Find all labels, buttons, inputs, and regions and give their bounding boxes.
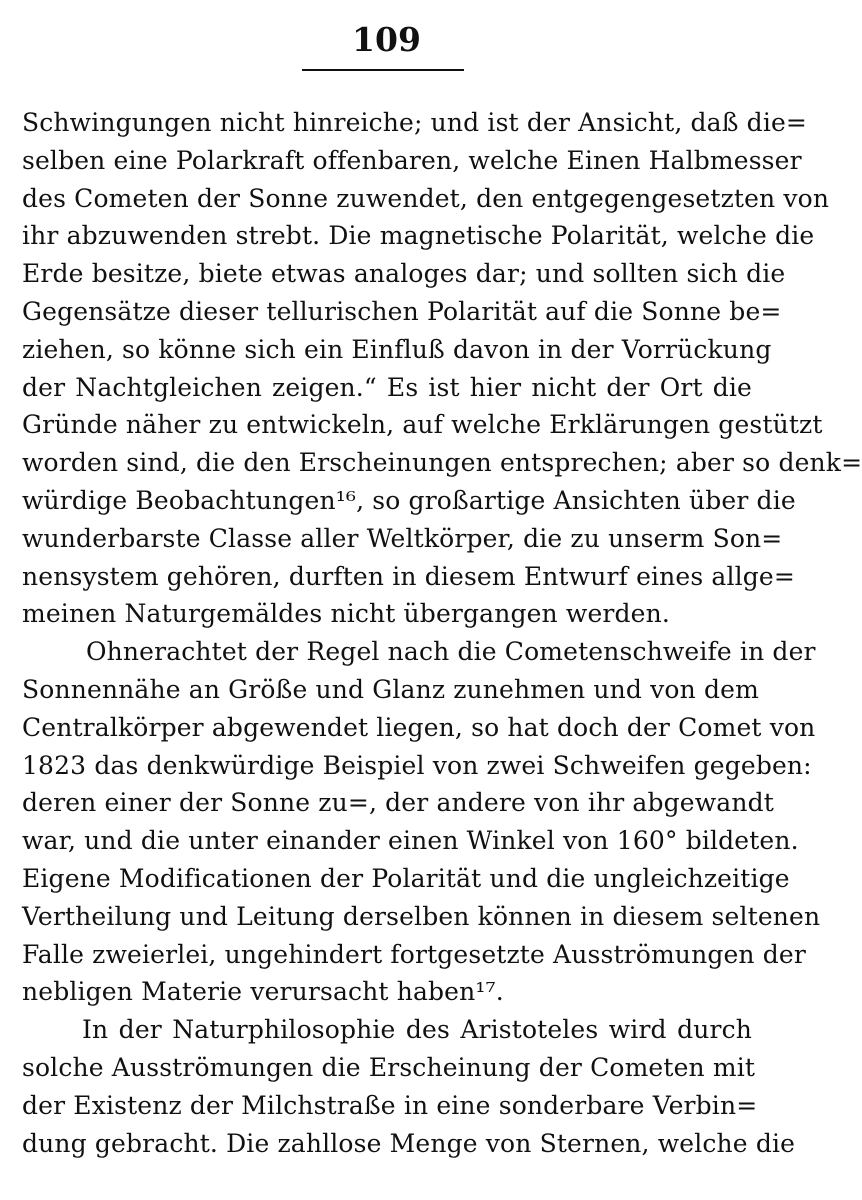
text-line: würdige Beobachtungen¹⁶, so großartige Ansichten über die [22,485,796,515]
text-line: der Nachtgleichen zeigen.“ Es ist hier nicht der Ort die [22,372,752,402]
text-line: Centralkörper abgewendet liegen, so hat doch der Comet von [22,712,816,742]
text-line: ziehen, so könne sich ein Einfluß davon in der Vorrückung [22,334,772,364]
text-line: worden sind, die den Erscheinungen entsprechen; aber so denk= [22,448,862,478]
text-line: Eigene Modificationen der Polarität und die ungleichzeitige [22,863,790,893]
text-line: Sonnennähe an Größe und Glanz zunehmen und von dem [22,674,759,704]
text-line: Erde besitze, biete etwas analoges dar; und sollten sich die [22,259,786,289]
text-line: der Existenz der Milchstraße in eine sonderbare Verbin= [22,1090,758,1120]
text-line: Vertheilung und Leitung derselben können in diesem seltenen [22,901,821,931]
text-line: ihr abzuwenden strebt. Die magnetische Polarität, welche die [22,221,815,251]
body-text [22,104,862,1162]
text-line: meinen Naturgemäldes nicht übergangen werden. [22,599,670,629]
text-line: 1823 das denkwürdige Beispiel von zwei Schweifen gegeben: [22,750,812,780]
text-line: selben eine Polarkraft offenbaren, welche Einen Halbmesser [22,145,802,175]
text-line: dung gebracht. Die zahllose Menge von Sternen, welche die [22,1128,796,1158]
text-line: des Cometen der Sonne zuwendet, den entgegengesetzten von [22,183,830,213]
text-line: nebligen Materie verursacht haben¹⁷. [22,977,504,1007]
text-line: In der Naturphilosophie des Aristoteles wird durch [82,1015,752,1045]
text-line: Gründe näher zu entwickeln, auf welche Erklärungen gestützt [22,410,823,440]
paragraph-1 [22,104,862,633]
text-line: deren einer der Sonne zu=, der andere von ihr abgewandt [22,788,774,818]
text-line: nensystem gehören, durften in diesem Entwurf eines allge= [22,561,795,591]
text-line: Falle zweierlei, ungehindert fortgesetzte Ausströmungen der [22,939,806,969]
text-line: war, und die unter einander einen Winkel von 160° bildeten. [22,826,799,856]
header-rule [302,69,464,71]
text-line: wunderbarste Classe aller Weltkörper, die zu unserm Son= [22,523,783,553]
text-line: Ohnerachtet der Regel nach die Cometenschweife in der [86,637,816,667]
text-line: Schwingungen nicht hinreiche; und ist der Ansicht, daß die= [22,108,808,137]
text-line: Gegensätze dieser tellurischen Polarität auf die Sonne be= [22,296,782,326]
text-line: solche Ausströmungen die Erscheinung der Cometen mit [22,1052,756,1082]
paragraph-2 [22,633,821,1011]
paragraph-3 [22,1011,796,1162]
page-number: 109 [352,20,421,59]
